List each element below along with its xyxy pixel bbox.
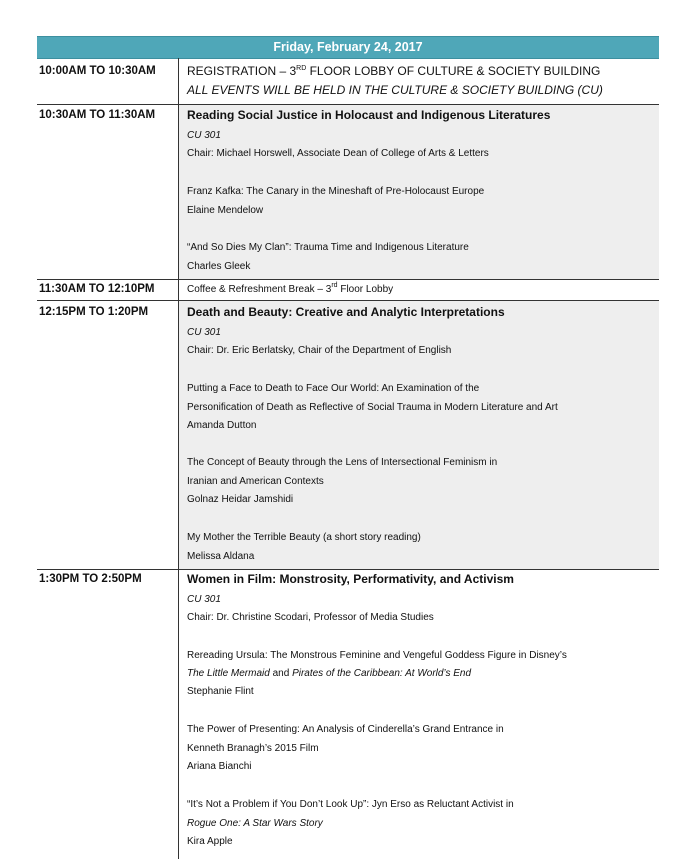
paper-author: Melissa Aldana — [187, 551, 255, 562]
session-room: CU 301 — [187, 327, 221, 338]
paper-author: Stephanie Flint — [187, 686, 254, 697]
paper-title: Rereading Ursula: The Monstrous Feminine and Vengeful Goddess Figure in Disney’s — [187, 650, 567, 661]
paper-author: Amanda Dutton — [187, 420, 257, 431]
paper-title: Rogue One: A Star Wars Story — [187, 818, 323, 829]
column-divider — [178, 58, 179, 859]
paper-title: Franz Kafka: The Canary in the Mineshaft of Pre-Holocaust Europe — [187, 186, 485, 197]
paper-title: The Power of Presenting: An Analysis of Cinderella’s Grand Entrance in — [187, 724, 504, 735]
session-room: CU 301 — [187, 130, 221, 141]
session-chair: Chair: Dr. Eric Berlatsky, Chair of the Department of English — [187, 345, 452, 356]
session-title: Reading Social Justice in Holocaust and Indigenous Literatures — [187, 108, 551, 122]
paper-author: Golnaz Heidar Jamshidi — [187, 494, 294, 505]
paper-author: Elaine Mendelow — [187, 205, 264, 216]
paper-title: The Little Mermaid and Pirates of the Caribbean: At World’s End — [187, 668, 472, 679]
paper-title: Personification of Death as Reflective of Social Trauma in Modern Literature and Art — [187, 402, 558, 413]
registration-line: REGISTRATION – 3RD FLOOR LOBBY OF CULTURE & SOCIETY BUILDING — [187, 64, 601, 78]
row-divider — [37, 279, 659, 280]
paper-title: The Concept of Beauty through the Lens of Intersectional Feminism in — [187, 457, 498, 468]
paper-title: Iranian and American Contexts — [187, 476, 324, 487]
paper-author: Kira Apple — [187, 836, 233, 847]
paper-title: “And So Dies My Clan”: Trauma Time and Indigenous Literature — [187, 242, 469, 253]
registration-note: ALL EVENTS WILL BE HELD IN THE CULTURE & SOCIETY BUILDING (CU) — [187, 83, 603, 97]
session-time: 10:30AM TO 11:30AM — [39, 109, 156, 121]
break-time: 11:30AM TO 12:10PM — [39, 283, 155, 295]
paper-title: My Mother the Terrible Beauty (a short story reading) — [187, 532, 421, 543]
paper-title: Putting a Face to Death to Face Our World: An Examination of the — [187, 383, 480, 394]
row-divider — [37, 569, 659, 570]
session-time: 1:30PM TO 2:50PM — [39, 573, 142, 585]
paper-author: Ariana Bianchi — [187, 761, 252, 772]
session-chair: Chair: Dr. Christine Scodari, Professor of Media Studies — [187, 612, 434, 623]
paper-title: Kenneth Branagh’s 2015 Film — [187, 743, 319, 754]
session-title: Women in Film: Monstrosity, Performativity, and Activism — [187, 572, 514, 586]
registration-time: 10:00AM TO 10:30AM — [39, 65, 156, 77]
row-divider — [37, 104, 659, 105]
session-time: 12:15PM TO 1:20PM — [39, 306, 149, 318]
paper-author: Charles Gleek — [187, 261, 251, 272]
session-title: Death and Beauty: Creative and Analytic Interpretations — [187, 305, 505, 319]
session-room: CU 301 — [187, 594, 221, 605]
session-chair: Chair: Michael Horswell, Associate Dean of College of Arts & Letters — [187, 148, 489, 159]
date-banner: Friday, February 24, 2017 — [37, 36, 659, 59]
paper-title: “It’s Not a Problem if You Don’t Look Up”: Jyn Erso as Reluctant Activist in — [187, 799, 514, 810]
break-label: Coffee & Refreshment Break – 3rd Floor Lobby — [187, 282, 394, 295]
row-divider — [37, 300, 659, 301]
session-shade — [179, 301, 659, 569]
